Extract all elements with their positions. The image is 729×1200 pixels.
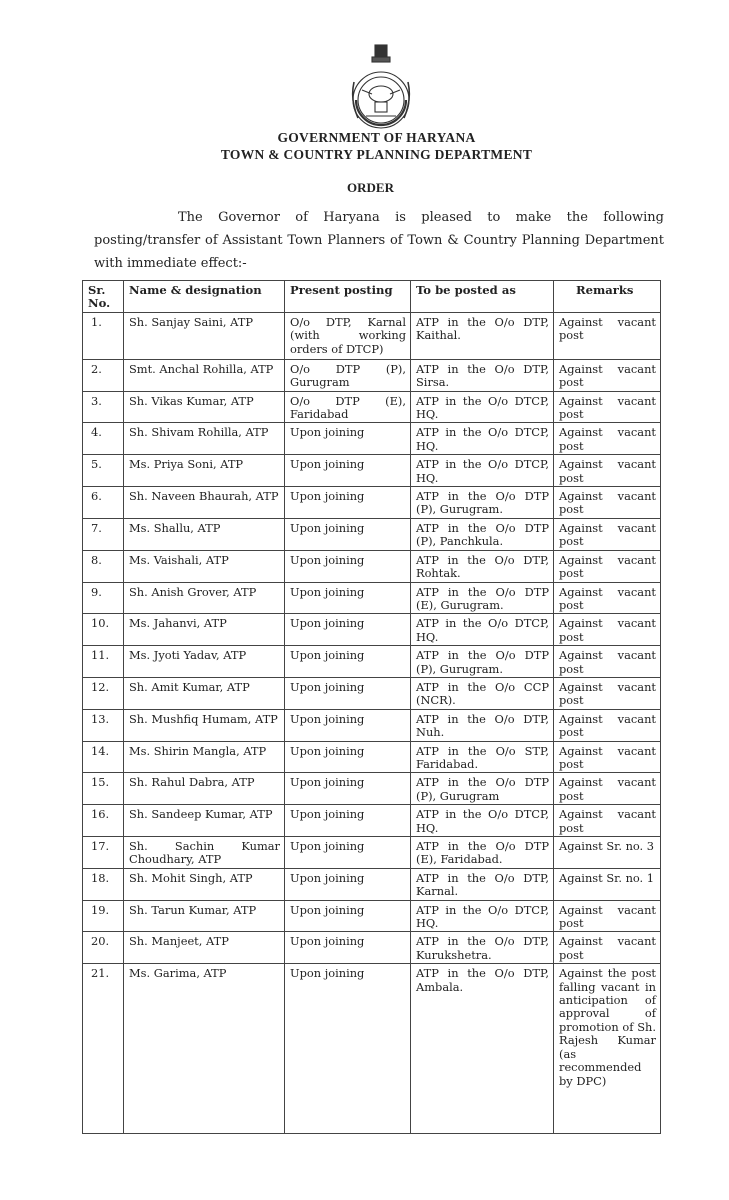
row-sr-no: 8. <box>83 550 124 582</box>
row-present-posting: Upon joining <box>285 582 411 614</box>
row-name: Sh. Manjeet, ATP <box>124 932 285 964</box>
row-present-posting: Upon joining <box>285 487 411 519</box>
row-to-be-posted: ATP in the O/o DTP, Rohtak. <box>411 550 554 582</box>
row-present-posting: Upon joining <box>285 805 411 837</box>
row-to-be-posted: ATP in the O/o DTP (P), Panchkula. <box>411 518 554 550</box>
haryana-emblem-icon <box>342 42 420 130</box>
row-name: Smt. Anchal Rohilla, ATP <box>124 359 285 391</box>
row-remarks: Against vacant post <box>554 582 661 614</box>
row-remarks: Against vacant post <box>554 487 661 519</box>
header-remarks: Remarks <box>554 281 661 313</box>
row-sr-no: 18. <box>83 868 124 900</box>
table-row <box>83 646 661 678</box>
table-row <box>83 868 661 900</box>
table-row <box>83 837 661 869</box>
row-remarks: Against vacant post <box>554 312 661 359</box>
row-name: Ms. Shallu, ATP <box>124 518 285 550</box>
row-name: Sh. Shivam Rohilla, ATP <box>124 423 285 455</box>
row-to-be-posted: ATP in the O/o STP, Faridabad. <box>411 741 554 773</box>
row-name: Ms. Jahanvi, ATP <box>124 614 285 646</box>
row-present-posting: Upon joining <box>285 614 411 646</box>
table-row <box>83 900 661 932</box>
table-row <box>83 805 661 837</box>
posting-table <box>82 280 661 1134</box>
row-present-posting: Upon joining <box>285 709 411 741</box>
row-remarks: Against vacant post <box>554 455 661 487</box>
header-present-posting: Present posting <box>285 281 411 313</box>
table-row <box>83 423 661 455</box>
row-sr-no: 1. <box>83 312 124 359</box>
table-row <box>83 773 661 805</box>
row-to-be-posted: ATP in the O/o DTP, Kurukshetra. <box>411 932 554 964</box>
row-sr-no: 20. <box>83 932 124 964</box>
table-row <box>83 359 661 391</box>
row-remarks: Against Sr. no. 1 <box>554 868 661 900</box>
row-present-posting: Upon joining <box>285 868 411 900</box>
row-to-be-posted: ATP in the O/o DTP (E), Faridabad. <box>411 837 554 869</box>
row-remarks: Against vacant post <box>554 932 661 964</box>
table-header-row <box>83 281 661 313</box>
row-name: Sh. Amit Kumar, ATP <box>124 677 285 709</box>
table-row <box>83 614 661 646</box>
department-title: TOWN & COUNTRY PLANNING DEPARTMENT <box>220 147 533 162</box>
table-row <box>83 582 661 614</box>
row-present-posting: Upon joining <box>285 741 411 773</box>
row-remarks: Against vacant post <box>554 805 661 837</box>
row-to-be-posted: ATP in the O/o DTP (E), Gurugram. <box>411 582 554 614</box>
table-row <box>83 964 661 1134</box>
table-row <box>83 312 661 359</box>
row-sr-no: 17. <box>83 837 124 869</box>
table-row <box>83 391 661 423</box>
header-to-be-posted: To be posted as <box>411 281 554 313</box>
row-name: Ms. Garima, ATP <box>124 964 285 1134</box>
row-sr-no: 11. <box>83 646 124 678</box>
row-name: Sh. Vikas Kumar, ATP <box>124 391 285 423</box>
row-to-be-posted: ATP in the O/o DTP, Nuh. <box>411 709 554 741</box>
row-sr-no: 10. <box>83 614 124 646</box>
row-present-posting: Upon joining <box>285 646 411 678</box>
row-name: Ms. Jyoti Yadav, ATP <box>124 646 285 678</box>
row-present-posting: Upon joining <box>285 423 411 455</box>
row-remarks: Against vacant post <box>554 614 661 646</box>
row-remarks: Against the post falling vacant in anticipation of approval of promotion of Sh. Rajesh Kumar (as recommended by DPC) <box>554 964 661 1134</box>
table-row <box>83 487 661 519</box>
row-name: Sh. Mushfiq Humam, ATP <box>124 709 285 741</box>
row-to-be-posted: ATP in the O/o DTP (P), Gurugram. <box>411 646 554 678</box>
table-row <box>83 932 661 964</box>
order-title: ORDER <box>347 180 394 195</box>
row-remarks: Against vacant post <box>554 900 661 932</box>
row-to-be-posted: ATP in the O/o DTP, Karnal. <box>411 868 554 900</box>
row-to-be-posted: ATP in the O/o CCP (NCR). <box>411 677 554 709</box>
header-sr-no: Sr. No. <box>83 281 124 313</box>
row-present-posting: Upon joining <box>285 837 411 869</box>
row-sr-no: 7. <box>83 518 124 550</box>
row-to-be-posted: ATP in the O/o DTCP, HQ. <box>411 455 554 487</box>
row-name: Sh. Sandeep Kumar, ATP <box>124 805 285 837</box>
row-present-posting: Upon joining <box>285 518 411 550</box>
row-sr-no: 21. <box>83 964 124 1134</box>
row-sr-no: 15. <box>83 773 124 805</box>
table-row <box>83 550 661 582</box>
row-name: Sh. Tarun Kumar, ATP <box>124 900 285 932</box>
row-sr-no: 14. <box>83 741 124 773</box>
row-present-posting: O/o DTP (P), Gurugram <box>285 359 411 391</box>
row-to-be-posted: ATP in the O/o DTP, Sirsa. <box>411 359 554 391</box>
row-to-be-posted: ATP in the O/o DTCP, HQ. <box>411 391 554 423</box>
intro-paragraph: The Governor of Haryana is pleased to make the following posting/transfer of Assistant Town Planners of Town & Country Planning Department with immediate effect:- <box>94 210 664 271</box>
row-name: Sh. Naveen Bhaurah, ATP <box>124 487 285 519</box>
row-remarks: Against vacant post <box>554 773 661 805</box>
table-row <box>83 518 661 550</box>
row-remarks: Against vacant post <box>554 550 661 582</box>
row-present-posting: Upon joining <box>285 677 411 709</box>
row-present-posting: O/o DTP (E), Faridabad <box>285 391 411 423</box>
row-to-be-posted: ATP in the O/o DTP (P), Gurugram. <box>411 487 554 519</box>
row-remarks: Against vacant post <box>554 391 661 423</box>
row-remarks: Against vacant post <box>554 518 661 550</box>
header-name: Name & designation <box>124 281 285 313</box>
row-name: Sh. Mohit Singh, ATP <box>124 868 285 900</box>
row-name: Sh. Anish Grover, ATP <box>124 582 285 614</box>
row-sr-no: 2. <box>83 359 124 391</box>
row-remarks: Against vacant post <box>554 677 661 709</box>
row-remarks: Against vacant post <box>554 423 661 455</box>
row-present-posting: Upon joining <box>285 964 411 1134</box>
row-to-be-posted: ATP in the O/o DTP (P), Gurugram <box>411 773 554 805</box>
row-present-posting: Upon joining <box>285 932 411 964</box>
row-sr-no: 13. <box>83 709 124 741</box>
table-row <box>83 455 661 487</box>
row-name: Ms. Shirin Mangla, ATP <box>124 741 285 773</box>
row-name: Sh. Sachin Kumar Choudhary, ATP <box>124 837 285 869</box>
row-to-be-posted: ATP in the O/o DTP, Kaithal. <box>411 312 554 359</box>
row-sr-no: 5. <box>83 455 124 487</box>
row-present-posting: Upon joining <box>285 900 411 932</box>
row-present-posting: Upon joining <box>285 455 411 487</box>
row-to-be-posted: ATP in the O/o DTCP, HQ. <box>411 423 554 455</box>
row-remarks: Against vacant post <box>554 741 661 773</box>
row-remarks: Against Sr. no. 3 <box>554 837 661 869</box>
row-present-posting: O/o DTP, Karnal (with working orders of DTCP) <box>285 312 411 359</box>
row-name: Sh. Rahul Dabra, ATP <box>124 773 285 805</box>
row-sr-no: 4. <box>83 423 124 455</box>
row-present-posting: Upon joining <box>285 550 411 582</box>
row-sr-no: 16. <box>83 805 124 837</box>
row-to-be-posted: ATP in the O/o DTCP, HQ. <box>411 614 554 646</box>
government-title: GOVERNMENT OF HARYANA <box>277 130 476 145</box>
row-sr-no: 9. <box>83 582 124 614</box>
row-sr-no: 19. <box>83 900 124 932</box>
row-present-posting: Upon joining <box>285 773 411 805</box>
row-name: Sh. Sanjay Saini, ATP <box>124 312 285 359</box>
row-sr-no: 3. <box>83 391 124 423</box>
row-remarks: Against vacant post <box>554 646 661 678</box>
row-remarks: Against vacant post <box>554 709 661 741</box>
table-row <box>83 677 661 709</box>
table-row <box>83 741 661 773</box>
row-to-be-posted: ATP in the O/o DTCP, HQ. <box>411 900 554 932</box>
row-name: Ms. Vaishali, ATP <box>124 550 285 582</box>
table-row <box>83 709 661 741</box>
row-to-be-posted: ATP in the O/o DTP, Ambala. <box>411 964 554 1134</box>
row-name: Ms. Priya Soni, ATP <box>124 455 285 487</box>
row-sr-no: 6. <box>83 487 124 519</box>
row-sr-no: 12. <box>83 677 124 709</box>
row-remarks: Against vacant post <box>554 359 661 391</box>
row-to-be-posted: ATP in the O/o DTCP, HQ. <box>411 805 554 837</box>
